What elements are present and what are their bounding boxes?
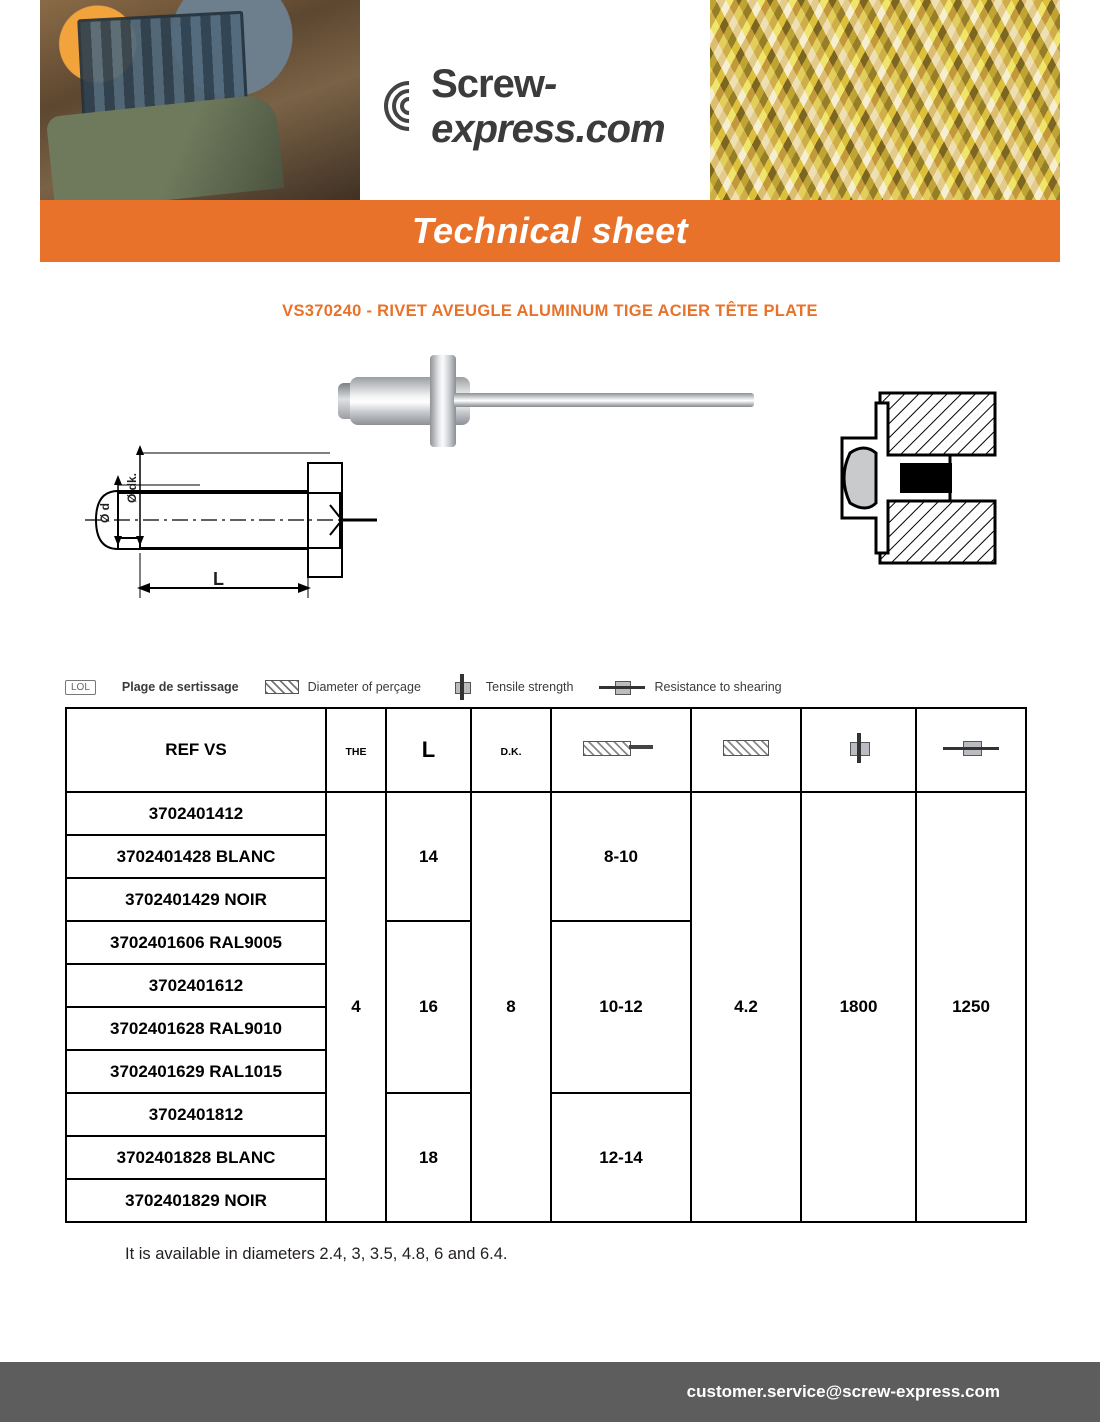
legend-item-drill	[265, 680, 421, 694]
technical-sheet-banner: Technical sheet	[40, 200, 1060, 262]
legend-label-tensile: Tensile strength	[485, 680, 574, 694]
th-tensile-strength	[801, 708, 916, 792]
table-header-row	[66, 708, 1026, 792]
cell-ref: 3702401829 NOIR	[66, 1179, 326, 1222]
joint-svg	[830, 383, 1030, 573]
logo-text	[431, 62, 710, 152]
cell-tensile: 1800	[801, 792, 916, 1222]
legend-label-drill: Diameter of perçage	[307, 680, 421, 694]
product-drawing	[40, 333, 1060, 663]
page-header	[40, 0, 1060, 200]
drill-diameter-icon	[723, 740, 769, 756]
cell-drill: 4.2	[691, 792, 801, 1222]
cell-ref: 3702401412	[66, 792, 326, 835]
section-svg	[80, 393, 380, 623]
cell-ref: 3702401828 BLANC	[66, 1136, 326, 1179]
hatch-icon	[265, 680, 299, 694]
logo-area	[360, 0, 710, 200]
workbench-photo	[40, 0, 360, 200]
document-page	[40, 0, 1060, 1422]
legend-item-shearing	[599, 677, 781, 697]
cell-length: 16	[386, 921, 471, 1093]
cell-the: 4	[326, 792, 386, 1222]
cell-grip: 12-14	[551, 1093, 691, 1222]
cell-ref: 3702401812	[66, 1093, 326, 1136]
cell-dk: 8	[471, 792, 551, 1222]
table-row	[66, 792, 1026, 835]
footer-email[interactable]: customer.service@screw-express.com	[686, 1382, 1000, 1401]
cell-shearing: 1250	[916, 792, 1026, 1222]
logo-text-secondary: -express.com	[431, 62, 665, 151]
cell-ref: 3702401612	[66, 964, 326, 1007]
legend-bar	[65, 667, 1025, 707]
rivet-section-drawing	[80, 393, 380, 623]
th-dk: D.K.	[471, 708, 551, 792]
th-the: THE	[326, 708, 386, 792]
th-grip-range	[551, 708, 691, 792]
availability-note: It is available in diameters 2.4, 3, 3.5, 4.8, 6 and 6.4.	[125, 1245, 508, 1263]
cell-ref: 3702401428 BLANC	[66, 835, 326, 878]
legend-item-tensile	[447, 676, 574, 698]
grip-range-icon	[583, 739, 659, 757]
tensile-icon	[447, 676, 477, 698]
shearing-resistance-icon	[943, 737, 999, 759]
cell-grip: 10-12	[551, 921, 691, 1093]
rivet-joint-section-drawing	[830, 383, 1030, 573]
page-title: VS370240 - RIVET AVEUGLE ALUMINUM TIGE ACIER TÊTE PLATE	[282, 302, 818, 320]
lol-icon: LOL	[65, 680, 96, 695]
label-diameter-dk: Ø dk.	[125, 472, 139, 503]
cell-ref: 3702401629 RAL1015	[66, 1050, 326, 1093]
blind-rivet-photo	[330, 343, 800, 453]
th-l: L	[386, 708, 471, 792]
cell-length: 14	[386, 792, 471, 921]
cell-length: 18	[386, 1093, 471, 1222]
legend-label-shearing: Resistance to shearing	[654, 680, 782, 694]
cell-grip: 8-10	[551, 792, 691, 921]
brand-logo[interactable]	[380, 62, 710, 152]
label-diameter-d: Ø d	[98, 503, 112, 523]
cell-ref: 3702401606 RAL9005	[66, 921, 326, 964]
th-ref: REF VS	[66, 708, 326, 792]
swoosh-icon	[380, 78, 425, 136]
screws-photo	[710, 0, 1060, 200]
logo-text-primary: Screw	[431, 62, 544, 106]
th-drill-diameter	[691, 708, 801, 792]
rivet-mandrel	[454, 393, 754, 407]
rivet-flat-head	[430, 355, 456, 447]
legend-item-grip	[65, 680, 239, 695]
legend-label-grip: Plage de sertissage	[121, 680, 239, 694]
tensile-strength-icon	[842, 733, 876, 763]
label-length-l: L	[213, 569, 224, 589]
cell-ref: 3702401628 RAL9010	[66, 1007, 326, 1050]
page-footer	[0, 1362, 1100, 1422]
shearing-icon	[599, 677, 645, 697]
th-shearing-resistance	[916, 708, 1026, 792]
specification-table	[65, 707, 1027, 1223]
cell-ref: 3702401429 NOIR	[66, 878, 326, 921]
